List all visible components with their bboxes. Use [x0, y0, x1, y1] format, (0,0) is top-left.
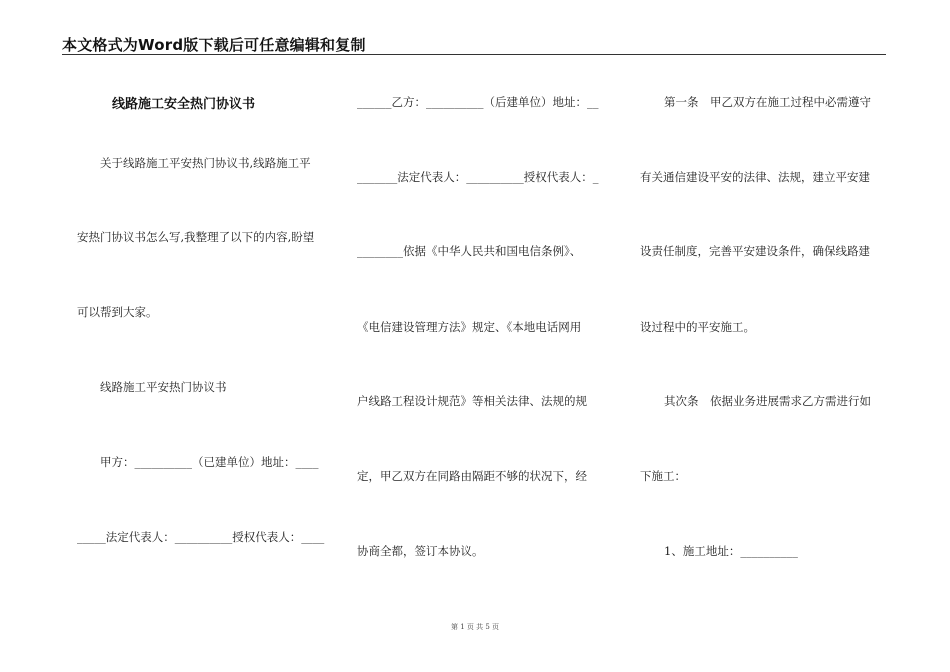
document-banner: 本文格式为Word版下载后可任意编辑和复制: [62, 36, 366, 54]
col3-line: 设责任制度，完善平安建设条件，确保线路建: [640, 244, 870, 258]
col2-line: 定，甲乙双方在同路由隔距不够的状况下，经: [357, 469, 587, 483]
col3-line: 1、施工地址：__________: [664, 544, 798, 558]
col3-line: 第一条 甲乙双方在施工过程中必需遵守: [664, 95, 871, 109]
col2-line: ________依据《中华人民共和国电信条例》、: [357, 244, 582, 258]
col3-line: 设过程中的平安施工。: [640, 320, 755, 334]
col1-line: _____法定代表人：__________授权代表人：____: [77, 530, 325, 544]
col1-line: 线路施工平安热门协议书: [100, 380, 227, 394]
col1-line: 安热门协议书怎么写,我整理了以下的内容,盼望: [77, 230, 315, 244]
col3-line: 下施工：: [640, 469, 686, 483]
col2-line: ______乙方：__________（后建单位）地址：__: [357, 95, 599, 109]
col1-line: 甲方：__________（已建单位）地址：____: [100, 455, 319, 469]
document-title: 线路施工安全热门协议书: [112, 97, 256, 112]
col1-line: 可以帮到大家。: [77, 305, 158, 319]
col3-line: 其次条 依据业务进展需求乙方需进行如: [664, 394, 871, 408]
col1-line: 关于线路施工平安热门协议书,线路施工平: [100, 156, 311, 170]
col2-line: 协商全都，签订本协议。: [357, 544, 484, 558]
header-divider: [62, 54, 886, 55]
col2-line: 《电信建设管理方法》规定、《本地电话网用: [357, 320, 582, 334]
col2-line: 户线路工程设计规范》等相关法律、法规的规: [357, 394, 587, 408]
col3-line: 有关通信建设平安的法律、法规，建立平安建: [640, 170, 870, 184]
col2-line: _______法定代表人：__________授权代表人：_: [357, 170, 599, 184]
page-number: 第 1 页 共 5 页: [450, 623, 500, 631]
